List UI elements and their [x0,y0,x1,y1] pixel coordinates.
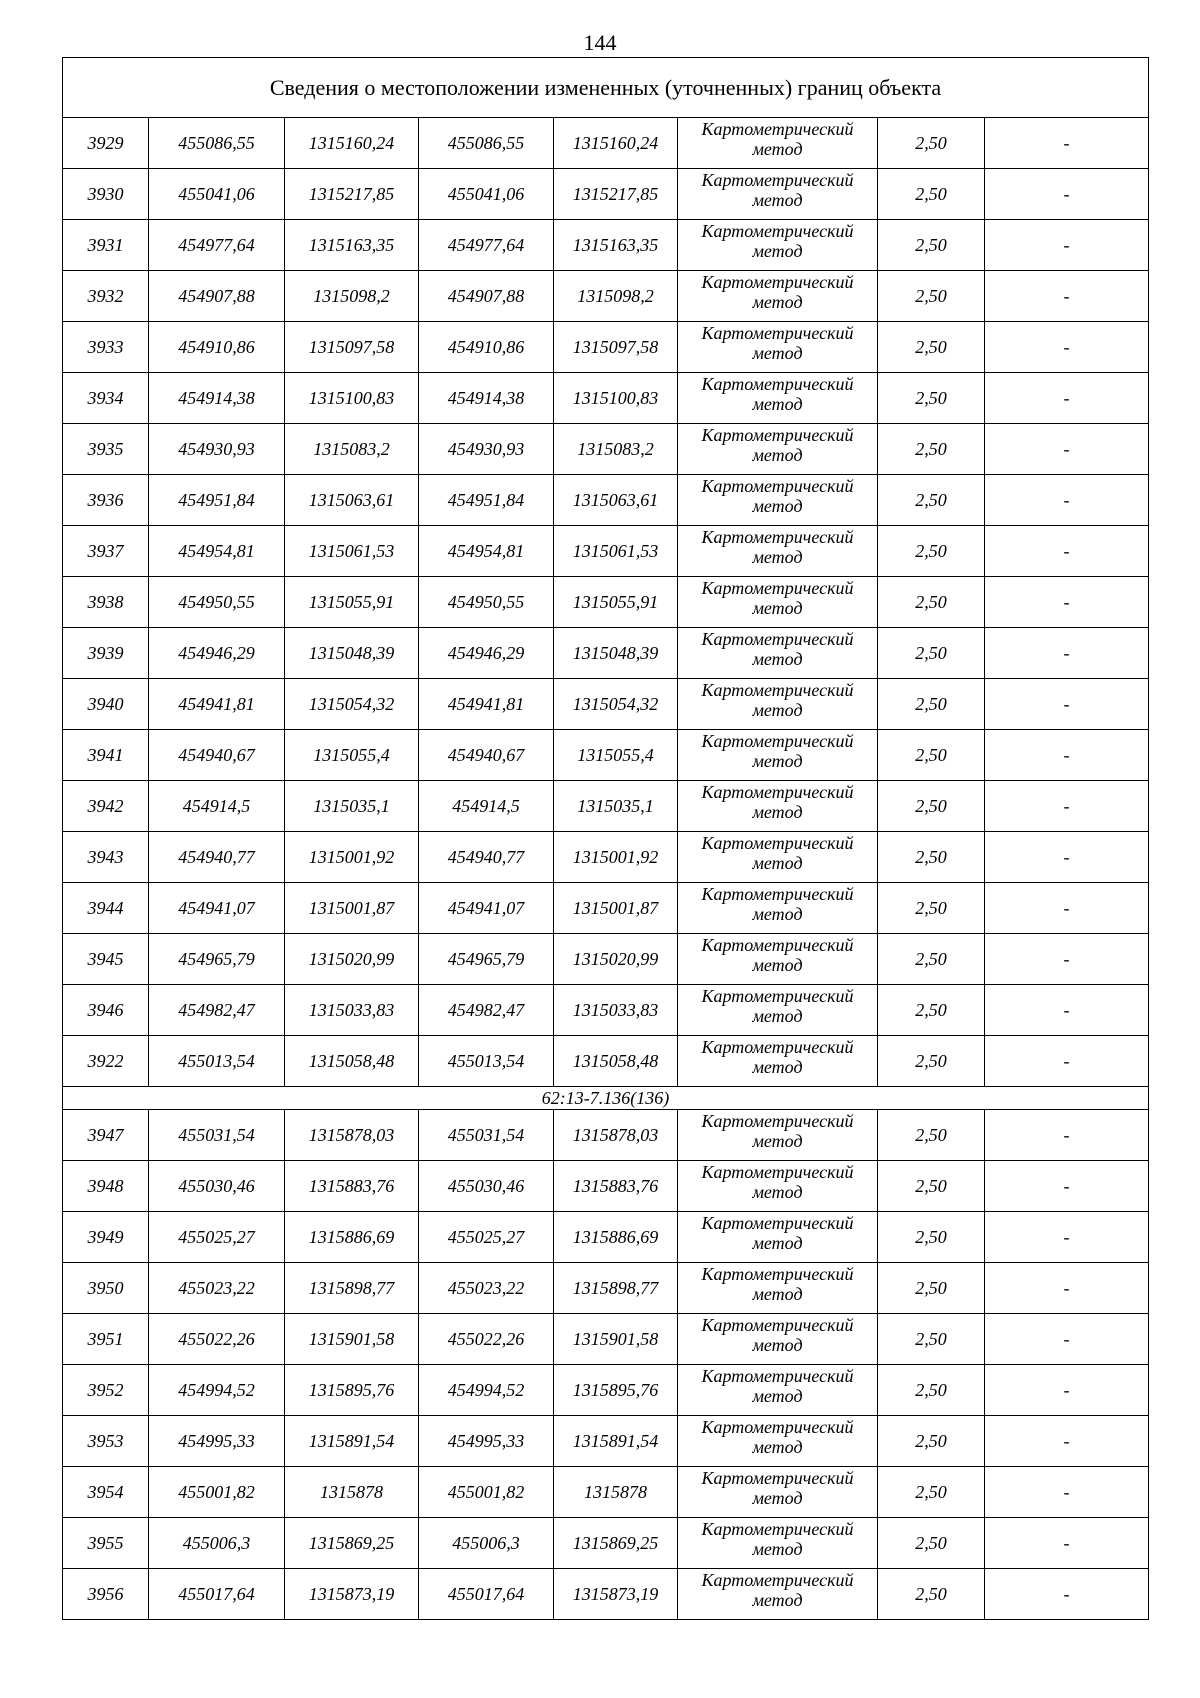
method-cell: Картометрический метод [678,1110,878,1161]
y-new-cell: 1315098,2 [554,271,678,322]
y-new-cell: 1315878,03 [554,1110,678,1161]
x-existing-cell: 454910,86 [149,322,285,373]
method-cell: Картометрический метод [678,1161,878,1212]
method-cell: Картометрический метод [678,883,878,934]
x-existing-cell: 455017,64 [149,1569,285,1620]
y-existing-cell: 1315098,2 [285,271,419,322]
x-new-cell: 454907,88 [419,271,554,322]
method-cell: Картометрический метод [678,628,878,679]
x-new-cell: 454982,47 [419,985,554,1036]
table-row [63,1036,1149,1087]
table-row [63,730,1149,781]
x-new-cell: 454941,07 [419,883,554,934]
y-new-cell: 1315054,32 [554,679,678,730]
x-new-cell: 454954,81 [419,526,554,577]
description-cell: - [985,1110,1149,1161]
x-existing-cell: 454977,64 [149,220,285,271]
x-existing-cell: 455030,46 [149,1161,285,1212]
y-existing-cell: 1315160,24 [285,118,419,169]
accuracy-cell: 2,50 [878,424,985,475]
table-row [63,1110,1149,1161]
description-cell: - [985,679,1149,730]
y-existing-cell: 1315083,2 [285,424,419,475]
y-new-cell: 1315020,99 [554,934,678,985]
point-number-cell: 3922 [63,1036,149,1087]
y-existing-cell: 1315035,1 [285,781,419,832]
x-existing-cell: 455001,82 [149,1467,285,1518]
method-cell: Картометрический метод [678,1467,878,1518]
point-number-cell: 3954 [63,1467,149,1518]
description-cell: - [985,1263,1149,1314]
x-new-cell: 455017,64 [419,1569,554,1620]
description-cell: - [985,1569,1149,1620]
description-cell: - [985,1365,1149,1416]
description-cell: - [985,577,1149,628]
x-existing-cell: 454940,67 [149,730,285,781]
accuracy-cell: 2,50 [878,322,985,373]
section-label: 62:13-7.136(136) [63,1087,1149,1110]
y-new-cell: 1315100,83 [554,373,678,424]
accuracy-cell: 2,50 [878,628,985,679]
y-new-cell: 1315883,76 [554,1161,678,1212]
accuracy-cell: 2,50 [878,1467,985,1518]
description-cell: - [985,322,1149,373]
y-existing-cell: 1315163,35 [285,220,419,271]
x-existing-cell: 455013,54 [149,1036,285,1087]
method-cell: Картометрический метод [678,934,878,985]
x-existing-cell: 454965,79 [149,934,285,985]
accuracy-cell: 2,50 [878,271,985,322]
x-existing-cell: 454950,55 [149,577,285,628]
table-row [63,1365,1149,1416]
description-cell: - [985,220,1149,271]
accuracy-cell: 2,50 [878,781,985,832]
x-existing-cell: 455086,55 [149,118,285,169]
point-number-cell: 3943 [63,832,149,883]
y-new-cell: 1315001,92 [554,832,678,883]
table-row [63,781,1149,832]
x-new-cell: 454995,33 [419,1416,554,1467]
y-new-cell: 1315891,54 [554,1416,678,1467]
x-new-cell: 454950,55 [419,577,554,628]
point-number-cell: 3956 [63,1569,149,1620]
y-new-cell: 1315083,2 [554,424,678,475]
method-cell: Картометрический метод [678,1365,878,1416]
x-existing-cell: 454914,38 [149,373,285,424]
description-cell: - [985,1518,1149,1569]
y-existing-cell: 1315901,58 [285,1314,419,1365]
accuracy-cell: 2,50 [878,1416,985,1467]
point-number-cell: 3944 [63,883,149,934]
table-row [63,271,1149,322]
point-number-cell: 3937 [63,526,149,577]
description-cell: - [985,1314,1149,1365]
point-number-cell: 3945 [63,934,149,985]
x-existing-cell: 454994,52 [149,1365,285,1416]
method-cell: Картометрический метод [678,1036,878,1087]
table-row [63,1569,1149,1620]
method-cell: Картометрический метод [678,1518,878,1569]
table-row [63,526,1149,577]
y-new-cell: 1315097,58 [554,322,678,373]
point-number-cell: 3933 [63,322,149,373]
point-number-cell: 3940 [63,679,149,730]
table-row [63,1518,1149,1569]
description-cell: - [985,118,1149,169]
accuracy-cell: 2,50 [878,883,985,934]
x-existing-cell: 454907,88 [149,271,285,322]
method-cell: Картометрический метод [678,1314,878,1365]
table-row [63,118,1149,169]
x-existing-cell: 454941,07 [149,883,285,934]
x-new-cell: 454940,77 [419,832,554,883]
accuracy-cell: 2,50 [878,1263,985,1314]
method-cell: Картометрический метод [678,1212,878,1263]
x-new-cell: 454941,81 [419,679,554,730]
method-cell: Картометрический метод [678,475,878,526]
table-row [63,1263,1149,1314]
y-existing-cell: 1315891,54 [285,1416,419,1467]
table-row [63,1314,1149,1365]
table-row [63,628,1149,679]
x-new-cell: 454914,5 [419,781,554,832]
x-existing-cell: 454941,81 [149,679,285,730]
description-cell: - [985,781,1149,832]
y-existing-cell: 1315048,39 [285,628,419,679]
point-number-cell: 3935 [63,424,149,475]
point-number-cell: 3942 [63,781,149,832]
point-number-cell: 3950 [63,1263,149,1314]
y-new-cell: 1315035,1 [554,781,678,832]
x-new-cell: 455022,26 [419,1314,554,1365]
table-row [63,373,1149,424]
x-existing-cell: 455023,22 [149,1263,285,1314]
x-new-cell: 454910,86 [419,322,554,373]
method-cell: Картометрический метод [678,373,878,424]
x-new-cell: 455086,55 [419,118,554,169]
description-cell: - [985,475,1149,526]
method-cell: Картометрический метод [678,832,878,883]
y-new-cell: 1315886,69 [554,1212,678,1263]
x-new-cell: 455001,82 [419,1467,554,1518]
method-cell: Картометрический метод [678,730,878,781]
accuracy-cell: 2,50 [878,1569,985,1620]
description-cell: - [985,832,1149,883]
description-cell: - [985,1467,1149,1518]
y-existing-cell: 1315873,19 [285,1569,419,1620]
x-existing-cell: 454982,47 [149,985,285,1036]
y-existing-cell: 1315869,25 [285,1518,419,1569]
description-cell: - [985,424,1149,475]
description-cell: - [985,730,1149,781]
accuracy-cell: 2,50 [878,1365,985,1416]
y-existing-cell: 1315878,03 [285,1110,419,1161]
y-existing-cell: 1315058,48 [285,1036,419,1087]
x-new-cell: 454946,29 [419,628,554,679]
point-number-cell: 3939 [63,628,149,679]
y-new-cell: 1315873,19 [554,1569,678,1620]
accuracy-cell: 2,50 [878,1518,985,1569]
y-existing-cell: 1315001,87 [285,883,419,934]
table-title: Сведения о местоположении измененных (уточненных) границ объекта [63,58,1149,118]
x-existing-cell: 455022,26 [149,1314,285,1365]
x-existing-cell: 454940,77 [149,832,285,883]
description-cell: - [985,1036,1149,1087]
y-existing-cell: 1315878 [285,1467,419,1518]
x-existing-cell: 454951,84 [149,475,285,526]
x-existing-cell: 455041,06 [149,169,285,220]
accuracy-cell: 2,50 [878,1110,985,1161]
x-new-cell: 454977,64 [419,220,554,271]
method-cell: Картометрический метод [678,1263,878,1314]
accuracy-cell: 2,50 [878,118,985,169]
method-cell: Картометрический метод [678,322,878,373]
x-new-cell: 455031,54 [419,1110,554,1161]
method-cell: Картометрический метод [678,271,878,322]
y-new-cell: 1315033,83 [554,985,678,1036]
y-new-cell: 1315061,53 [554,526,678,577]
method-cell: Картометрический метод [678,220,878,271]
y-existing-cell: 1315898,77 [285,1263,419,1314]
description-cell: - [985,985,1149,1036]
x-existing-cell: 455025,27 [149,1212,285,1263]
section-label-row [63,1087,1149,1110]
table-row [63,883,1149,934]
accuracy-cell: 2,50 [878,475,985,526]
x-existing-cell: 455006,3 [149,1518,285,1569]
description-cell: - [985,1161,1149,1212]
y-existing-cell: 1315001,92 [285,832,419,883]
method-cell: Картометрический метод [678,1416,878,1467]
table-row [63,934,1149,985]
table-title-row [63,58,1149,118]
description-cell: - [985,1212,1149,1263]
x-new-cell: 454994,52 [419,1365,554,1416]
point-number-cell: 3932 [63,271,149,322]
point-number-cell: 3938 [63,577,149,628]
x-new-cell: 454940,67 [419,730,554,781]
table-row [63,475,1149,526]
accuracy-cell: 2,50 [878,730,985,781]
x-new-cell: 455006,3 [419,1518,554,1569]
accuracy-cell: 2,50 [878,1314,985,1365]
description-cell: - [985,373,1149,424]
method-cell: Картометрический метод [678,169,878,220]
point-number-cell: 3946 [63,985,149,1036]
boundary-coordinates-table [62,57,1149,1620]
page-number: 144 [583,30,617,55]
method-cell: Картометрический метод [678,679,878,730]
table-row [63,679,1149,730]
table-row [63,1416,1149,1467]
point-number-cell: 3929 [63,118,149,169]
point-number-cell: 3947 [63,1110,149,1161]
accuracy-cell: 2,50 [878,934,985,985]
y-new-cell: 1315001,87 [554,883,678,934]
x-new-cell: 454951,84 [419,475,554,526]
method-cell: Картометрический метод [678,781,878,832]
table-row [63,169,1149,220]
description-cell: - [985,934,1149,985]
y-existing-cell: 1315061,53 [285,526,419,577]
accuracy-cell: 2,50 [878,1212,985,1263]
description-cell: - [985,1416,1149,1467]
y-existing-cell: 1315100,83 [285,373,419,424]
description-cell: - [985,883,1149,934]
x-existing-cell: 454914,5 [149,781,285,832]
y-new-cell: 1315163,35 [554,220,678,271]
table-row [63,832,1149,883]
method-cell: Картометрический метод [678,424,878,475]
table-row [63,424,1149,475]
accuracy-cell: 2,50 [878,220,985,271]
description-cell: - [985,628,1149,679]
method-cell: Картометрический метод [678,526,878,577]
x-existing-cell: 454946,29 [149,628,285,679]
y-existing-cell: 1315883,76 [285,1161,419,1212]
point-number-cell: 3951 [63,1314,149,1365]
y-new-cell: 1315217,85 [554,169,678,220]
point-number-cell: 3952 [63,1365,149,1416]
accuracy-cell: 2,50 [878,832,985,883]
point-number-cell: 3949 [63,1212,149,1263]
method-cell: Картометрический метод [678,1569,878,1620]
point-number-cell: 3941 [63,730,149,781]
x-existing-cell: 454954,81 [149,526,285,577]
table-row [63,985,1149,1036]
table-row [63,220,1149,271]
y-new-cell: 1315160,24 [554,118,678,169]
accuracy-cell: 2,50 [878,679,985,730]
y-new-cell: 1315048,39 [554,628,678,679]
point-number-cell: 3930 [63,169,149,220]
table-row [63,577,1149,628]
y-new-cell: 1315895,76 [554,1365,678,1416]
description-cell: - [985,271,1149,322]
y-new-cell: 1315869,25 [554,1518,678,1569]
table-row [63,1212,1149,1263]
accuracy-cell: 2,50 [878,526,985,577]
y-existing-cell: 1315033,83 [285,985,419,1036]
x-new-cell: 455013,54 [419,1036,554,1087]
y-existing-cell: 1315020,99 [285,934,419,985]
x-new-cell: 454914,38 [419,373,554,424]
y-existing-cell: 1315054,32 [285,679,419,730]
x-existing-cell: 454930,93 [149,424,285,475]
accuracy-cell: 2,50 [878,1036,985,1087]
y-new-cell: 1315055,4 [554,730,678,781]
x-new-cell: 454965,79 [419,934,554,985]
point-number-cell: 3955 [63,1518,149,1569]
method-cell: Картометрический метод [678,118,878,169]
y-new-cell: 1315063,61 [554,475,678,526]
accuracy-cell: 2,50 [878,1161,985,1212]
table-row [63,1161,1149,1212]
accuracy-cell: 2,50 [878,169,985,220]
table-row [63,1467,1149,1518]
y-new-cell: 1315898,77 [554,1263,678,1314]
table-row [63,322,1149,373]
accuracy-cell: 2,50 [878,373,985,424]
x-new-cell: 455025,27 [419,1212,554,1263]
y-existing-cell: 1315217,85 [285,169,419,220]
accuracy-cell: 2,50 [878,985,985,1036]
x-new-cell: 454930,93 [419,424,554,475]
y-existing-cell: 1315886,69 [285,1212,419,1263]
y-new-cell: 1315055,91 [554,577,678,628]
y-new-cell: 1315058,48 [554,1036,678,1087]
point-number-cell: 3931 [63,220,149,271]
point-number-cell: 3953 [63,1416,149,1467]
x-existing-cell: 455031,54 [149,1110,285,1161]
y-new-cell: 1315878 [554,1467,678,1518]
y-existing-cell: 1315895,76 [285,1365,419,1416]
y-existing-cell: 1315055,4 [285,730,419,781]
x-new-cell: 455030,46 [419,1161,554,1212]
point-number-cell: 3934 [63,373,149,424]
point-number-cell: 3936 [63,475,149,526]
method-cell: Картометрический метод [678,577,878,628]
y-existing-cell: 1315063,61 [285,475,419,526]
method-cell: Картометрический метод [678,985,878,1036]
accuracy-cell: 2,50 [878,577,985,628]
description-cell: - [985,526,1149,577]
x-new-cell: 455023,22 [419,1263,554,1314]
y-existing-cell: 1315055,91 [285,577,419,628]
description-cell: - [985,169,1149,220]
x-new-cell: 455041,06 [419,169,554,220]
y-new-cell: 1315901,58 [554,1314,678,1365]
x-existing-cell: 454995,33 [149,1416,285,1467]
point-number-cell: 3948 [63,1161,149,1212]
y-existing-cell: 1315097,58 [285,322,419,373]
